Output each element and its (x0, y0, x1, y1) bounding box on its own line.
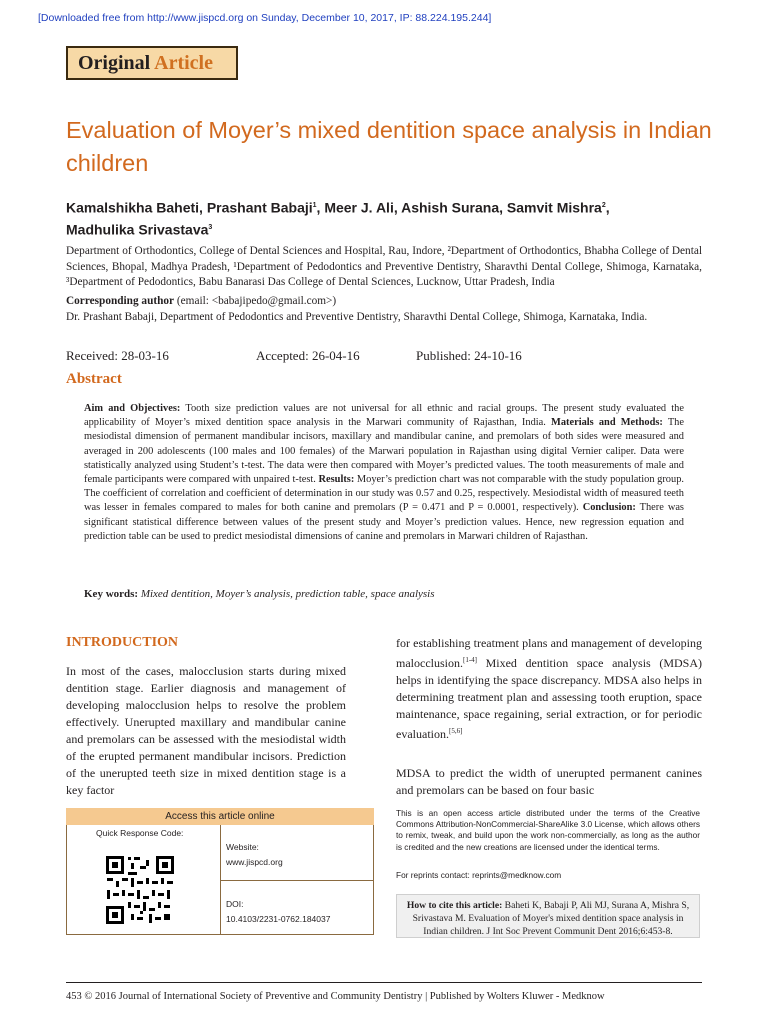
keywords-text: Mixed dentition, Moyer’s analysis, prediction table, space analysis (138, 588, 435, 600)
cite-label: How to cite this article: (406, 900, 503, 911)
authors-part-2: , Meer J. Ali, Ashish Surana, Samvit Mishra (316, 199, 602, 216)
cite-text: Baheti K, Babaji P, Ali MJ, Surana A, Mishra S, Srivastava M. Evaluation of Moyer's mixed dentition space analysis in Indian children. J Int Soc Prevent Communit Dent 2016;6:453-8. (412, 900, 690, 937)
author-affil-sup-1: 1 (312, 202, 317, 209)
download-notice: [Downloaded free from http://www.jispcd.org on Sunday, December 10, 2017, IP: 88.224.195.244] (38, 12, 492, 24)
doi-value[interactable]: 10.4103/2231-0762.184037 (226, 914, 331, 924)
intro-right-paragraph-1 (396, 635, 702, 743)
corresponding-label: Corresponding author (66, 295, 175, 307)
authors-part-4: Madhulika Srivastava (66, 221, 209, 238)
abstract-heading: Abstract (66, 371, 122, 387)
authors-part-1: Kamalshikha Baheti, Prashant Babaji (66, 199, 313, 216)
website-label: Website: (226, 842, 259, 852)
license-notice: This is an open access article distributed under the terms of the Creative Commons Attribution-NonCommercial-ShareAlike 3.0 License, which allows others to remix, tweak, and build upon the work non-commercially, as long as the author is credited and the new creations are licensed under the identical terms. (396, 808, 700, 852)
article-type-badge (66, 46, 238, 80)
author-affil-sup-2: 2 (601, 202, 606, 209)
aim-label: Aim and Objectives: (84, 403, 181, 414)
corresponding-email[interactable]: (email: <babajipedo@gmail.com>) (174, 295, 337, 307)
citation-ref-2[interactable]: [5,6] (448, 727, 463, 735)
intro-right-text-1: for establishing treatment plans and management of developing malocclusion. (396, 636, 702, 670)
keywords (84, 588, 684, 600)
accepted-date: Accepted: 26-04-16 (256, 348, 360, 363)
intro-right-paragraph-2: MDSA to predict the width of unerupted permanent canines and premolars can be based on four basic (396, 766, 702, 797)
intro-left-paragraph: In most of the cases, malocclusion starts during mixed dentition stage. Earlier diagnosis and management of developing malocclusion helps to resolve the problem effectively. Unerupted maxillary and mandibular canine and premolars can be assessed with the mesiodistal width of the erupted permanent mandibular incisors. Prediction of the unerupted teeth size in mixed dentition stage is a key factor (66, 664, 346, 797)
how-to-cite-box (396, 894, 700, 938)
results-text: Moyer’s prediction chart was not comparable with the study population group. The coefficient of correlation and coefficient of determination in our study was 0.57 and 0.25, respectively. Mesiodistal width of measured teeth was lesser in females compared to males for both canine and premolars (P = 0.471 and P = 0.0001, respectively). (84, 474, 684, 514)
received-date: Received: 28-03-16 (66, 348, 169, 363)
intro-right-text-2: Mixed dentition space analysis (MDSA) helps in identifying the space discrepancy. MDSA also helps in determining treatment plan and assessing tooth eruption, space maintenance, space regaining, serial extraction, or for periodic evaluation. (396, 656, 702, 741)
qr-code-image[interactable] (104, 854, 176, 926)
methods-label: Materials and Methods: (551, 417, 663, 429)
qr-code-label: Quick Response Code: (96, 828, 184, 838)
aim-text: Tooth size prediction values are not universal for all ethnic and racial groups. The present study evaluated the applicability of Moyer’s mixed dentition space analysis in the Marwari community of Rajasthan, India. (84, 403, 684, 429)
access-box-divider-horizontal (220, 880, 374, 881)
corresponding-address: Dr. Prashant Babaji, Department of Pedodontics and Preventive Dentistry, Sharavthi Dental College, Shimoga, Karnataka, India. (66, 310, 648, 323)
article-title: Evaluation of Moyer’s mixed dentition space analysis in Indian children (66, 117, 712, 176)
doi-label: DOI: (226, 899, 244, 909)
published-date: Published: 24-10-16 (416, 348, 522, 363)
corresponding-author (66, 294, 702, 325)
keywords-label: Key words: (84, 588, 139, 600)
footer-rule (66, 982, 702, 983)
affiliations: Department of Orthodontics, College of Dental Sciences and Hospital, Rau, Indore, ²Department of Orthodontics, Bhabha College of Dental Sciences, Bhopal, Madhya Pradesh, ¹Department of Pedodontics and Preventive Dentistry, Sharavthi Dental College, Shimoga, Karnataka, ³Department of Pedodontics, Babu Banarasi Das College of Dental Sciences, Lucknow, Uttar Pradesh, India (66, 245, 702, 288)
authors-part-3: , (605, 199, 610, 216)
page-footer: 453 © 2016 Journal of International Society of Preventive and Community Dentistry | Published by Wolters Kluwer - Medknow (66, 991, 605, 1002)
access-online-heading: Access this article online (66, 808, 374, 825)
reprints-contact: For reprints contact: reprints@medknow.com (396, 870, 562, 880)
conclusion-text: There was significant statistical difference between values of the present study and Moyer’s prediction values. Hence, new regression equation and prediction table can be used to predict mesiodistal dimensions of canine and premolars in Marwari children of Rajasthan. (84, 502, 684, 542)
badge-word-original: Original (78, 52, 151, 74)
methods-text: The mesiodistal dimension of permanent mandibular incisors, maxillary and mandibular canine, and premolars of both sides were measured and averaged in 200 adolescents (100 males and 100 females) of the Marwari population in Rajasthan using digital Vernier caliper. Data were statistically analyzed using Student’s t-test. The data were then compared with Moyer’s predicted values. The tooth measurements of male and female participants were compared with unpaired t-test. (84, 417, 684, 486)
website-link[interactable]: www.jispcd.org (226, 857, 283, 867)
conclusion-label: Conclusion: (582, 502, 636, 514)
results-label: Results: (318, 474, 355, 486)
author-list (66, 196, 716, 239)
introduction-heading: INTRODUCTION (66, 635, 179, 650)
citation-ref-1[interactable]: [1-4] (462, 656, 477, 664)
abstract-body (84, 402, 684, 544)
author-affil-sup-3: 3 (208, 223, 213, 231)
badge-word-article: Article (154, 52, 213, 74)
